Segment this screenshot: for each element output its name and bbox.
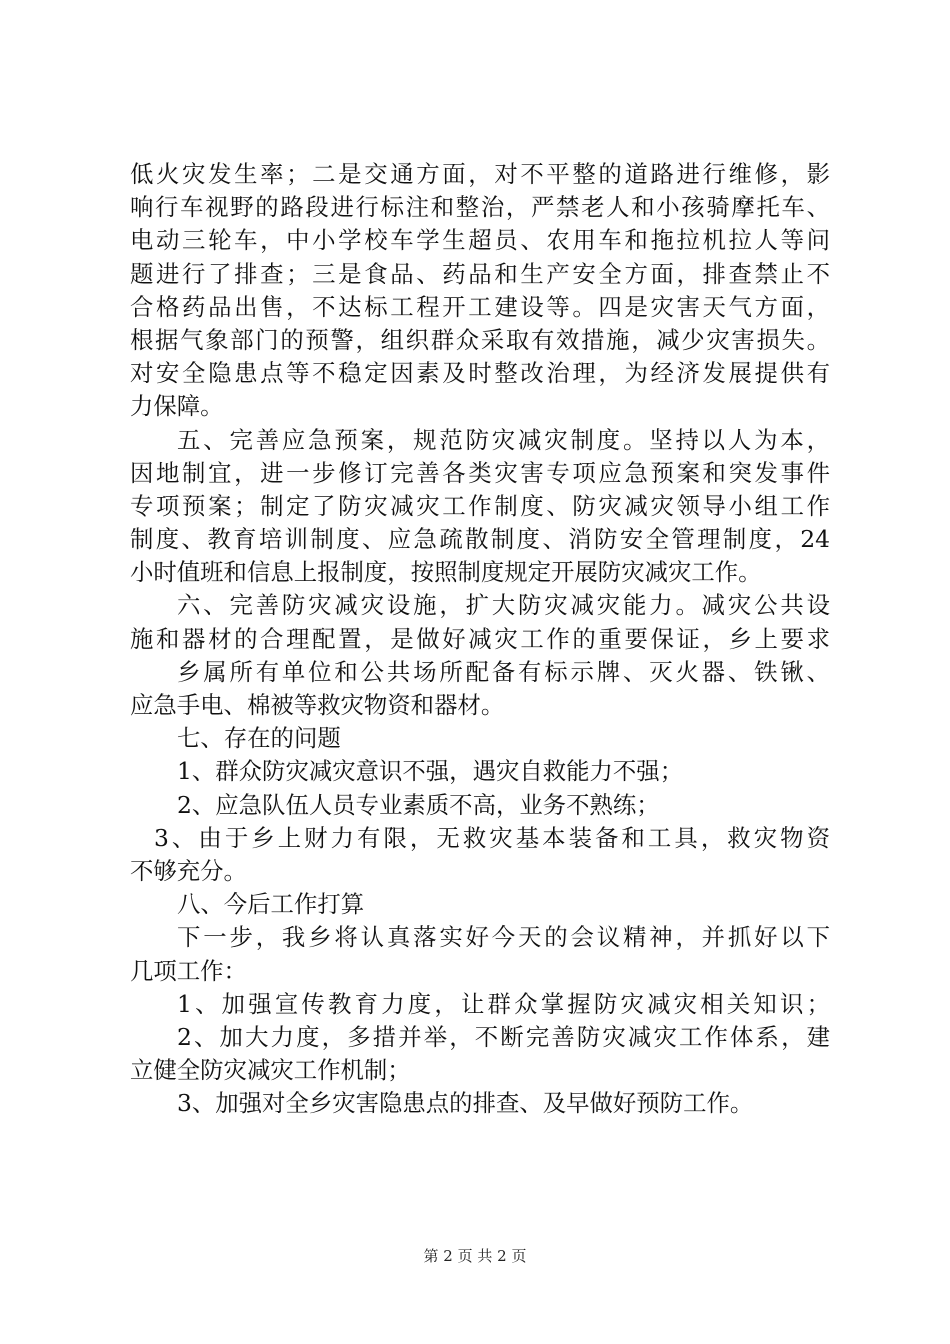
text-line: 施和器材的合理配置，是做好减灾工作的重要保证，乡上要求 [130,624,830,653]
text-line: 六、完善防灾减灾设施，扩大防灾减灾能力。减灾公共设 [177,591,830,620]
text-line: 乡属所有单位和公共场所配备有标示牌、灭火器、铁锹、 [177,657,830,686]
text-line: 低火灾发生率；二是交通方面，对不平整的道路进行维修，影 [130,160,830,188]
text-line: 1、群众防灾减灾意识不强，遇灾自救能力不强； [177,757,684,786]
text-line: 1、加强宣传教育力度，让群众掌握防灾减灾相关知识； [177,989,830,1018]
text-line: 3、由于乡上财力有限，无救灾基本装备和工具，救灾物资 [154,823,830,852]
text-line: 制度、教育培训制度、应急疏散制度、消防安全管理制度，24 [130,525,830,554]
text-line: 根据气象部门的预警，组织群众采取有效措施，减少灾害损失。 [130,325,830,354]
text-line: 2、加大力度，多措并举，不断完善防灾减灾工作体系，建 [177,1022,830,1051]
text-line: 几项工作： [130,956,247,985]
text-line: 七、存在的问题 [177,724,341,753]
text-line: 合格药品出售，不达标工程开工建设等。四是灾害天气方面， [130,292,830,321]
text-line: 因地制宜，进一步修订完善各类灾害专项应急预案和突发事件 [130,458,830,487]
text-line: 不够充分。 [130,856,247,885]
text-line: 专项预案；制定了防灾减灾工作制度、防灾减灾领导小组工作 [130,491,830,520]
text-line: 电动三轮车，中小学校车学生超员、农用车和拖拉机拉人等问 [130,226,830,255]
text-line: 题进行了排查；三是食品、药品和生产安全方面，排查禁止不 [130,259,830,288]
text-line: 小时值班和信息上报制度，按照制度规定开展防灾减灾工作。 [130,558,762,587]
page-footer: 第 2 页 共 2 页 [423,1247,527,1265]
text-line: 力保障。 [130,392,224,421]
text-line: 立健全防灾减灾工作机制； [130,1056,411,1085]
text-line: 下一步，我乡将认真落实好今天的会议精神，并抓好以下 [177,923,830,952]
text-line: 对安全隐患点等不稳定因素及时整改治理，为经济发展提供有 [130,359,830,388]
body-text [130,158,830,1120]
text-line: 2、应急队伍人员专业素质不高，业务不熟练； [177,790,660,819]
text-line: 应急手电、棉被等救灾物资和器材。 [130,691,505,719]
text-line: 响行车视野的路段进行标注和整治，严禁老人和小孩骑摩托车、 [130,193,830,222]
text-line: 五、完善应急预案，规范防灾减灾制度。坚持以人为本， [177,425,830,454]
text-line: 3、加强对全乡灾害隐患点的排查、及早做好预防工作。 [177,1089,754,1118]
text-line: 八、今后工作打算 [177,890,365,919]
